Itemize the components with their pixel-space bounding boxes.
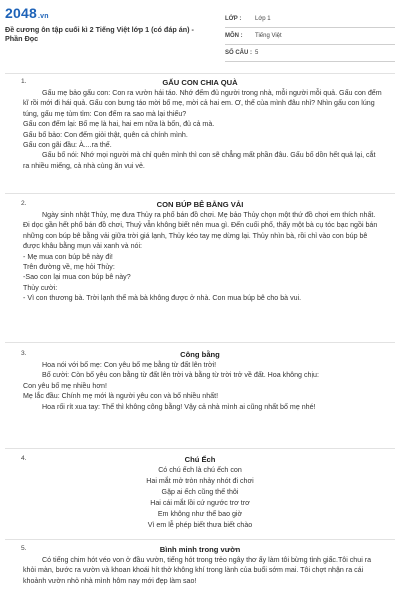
divider <box>5 193 395 194</box>
question-number: 1. <box>21 78 27 85</box>
document-title: Đề cương ôn tập cuối kì 2 Tiếng Việt lớp 1 (có đáp án) - Phần Đọc <box>5 25 194 43</box>
question-3 <box>0 350 400 412</box>
meta-row-subject <box>225 28 395 45</box>
paragraph: - Vì con thương bà. Trời lạnh thế mà bà không được ở nhà. Con mua búp bê cho bà vui. <box>23 294 302 303</box>
poem-line: Hai mắt mở tròn nhảy nhót đi chơi <box>146 477 254 485</box>
paragraph: Bố cười: Còn bố yêu con bằng từ đất lên trời và bằng từ trời trở về đất. Hoa không chịu: <box>42 371 319 380</box>
question-number: 5. <box>21 545 27 552</box>
meta-value: 5 <box>255 50 259 56</box>
poem-line: Có chú ếch là chú ếch con <box>158 466 242 474</box>
paragraph: Gấu bố nói: Nhớ mọi người mà chỉ quên mình thì con sẽ chẳng mất phần đâu. Gấu bố dồn hết quả lại, cắt ra nhiều miếng, cả nhà cùng ăn vui vẻ. <box>23 151 376 170</box>
paragraph: Mẹ lắc đầu: Chính mẹ mới là người yêu con và bố nhiều nhất! <box>23 392 219 401</box>
question-5 <box>0 545 400 586</box>
paragraph: Con yêu bố mẹ nhiều hơn! <box>23 381 107 390</box>
meta-table <box>225 11 395 62</box>
site-logo[interactable] <box>5 5 49 21</box>
meta-row-grade <box>225 11 395 28</box>
paragraph: Thủy cười: <box>23 283 58 292</box>
question-title: GẤU CON CHIA QUÀ <box>162 78 238 87</box>
paragraph: Trên đường về, mẹ hỏi Thủy: <box>23 263 115 272</box>
question-number: 3. <box>21 350 27 357</box>
question-2 <box>0 200 400 304</box>
poem <box>0 465 400 531</box>
divider <box>5 448 395 449</box>
meta-value: Lớp 1 <box>255 16 271 22</box>
divider <box>5 539 395 540</box>
poem-line: Gặp ai ếch cũng thế thôi <box>161 488 239 496</box>
brand-name: 2048 <box>5 5 37 21</box>
paragraph: - Mẹ mua con búp bê này đi! <box>23 252 113 261</box>
paragraph: Có tiếng chim hót véo von ở đầu vườn, tiếng hót trong trẻo ngây thơ ấy làm tôi bừng tỉnh giấc.Tôi chui ra khỏi màn, bước ra vườn và khoan khoái hít thở không khí trong lành của buổi sớm mai. Tôi chợt nhận ra cái khoảnh vườn nhỏ nhà mình hôm nay mới đẹp làm sao! <box>23 556 372 585</box>
question-body <box>23 210 383 304</box>
paragraph: Ngày sinh nhật Thủy, mẹ đưa Thủy ra phố bán đồ chơi. Mẹ bảo Thủy chọn một thứ đồ chơi em thích nhất. Đi dọc gần hết phố bán đồ chơi, Thuỷ vẫn không biết nên mua gì. Đến cuối phố, thấy một bà cụ tóc bạc ngồi bán những con búp bê bằng vải giữa trời giá lạnh, Thủy kéo tay mẹ dừng lại. Thủy nhìn bà, rồi chỉ vào con búp bê được khâu bằng mụn vải xanh và nói: <box>23 211 378 251</box>
question-4 <box>0 455 400 531</box>
meta-label: LỚP : <box>225 16 242 22</box>
brand-suffix: .vn <box>37 13 49 20</box>
meta-label: SỐ CÂU : <box>225 50 252 56</box>
question-number: 4. <box>21 455 27 462</box>
question-body <box>23 555 383 586</box>
paragraph: Gấu bố bảo: Con đếm giỏi thật, quên cả chính mình. <box>23 130 188 139</box>
paragraph: Gấu con đếm lại: Bố mẹ là hai, hai em nữa là bốn, đủ cả mà. <box>23 120 215 129</box>
question-1 <box>0 78 400 171</box>
question-title: Công bằng <box>180 350 220 359</box>
meta-row-count <box>225 45 395 62</box>
paragraph: Gấu con gãi đầu: À....ra thế. <box>23 141 112 150</box>
meta-value: Tiếng Việt <box>255 33 282 39</box>
poem-line: Em không như thế bao giờ <box>157 510 243 518</box>
divider <box>5 73 395 74</box>
question-title: CON BÚP BÊ BẰNG VẢI <box>156 200 244 209</box>
paragraph: Gấu mẹ bảo gấu con: Con ra vườn hái táo. Nhớ đếm đủ người trong nhà, mỗi người mỗi quả. Gấu con đếm kĩ rồi mới đi hái quả. Gấu con bưng táo mời bố mẹ, mời cả hai em. Ơ, thế của mình đâu nhỉ? Nhìn gấu con lúng túng, gấu mẹ tủm tỉm: Con đếm ra sao mà lại thiếu? <box>23 89 382 118</box>
poem-line: Hai cái mắt lồi cứ ngước trơ trơ <box>150 499 250 507</box>
paragraph: Hoa nói với bố mẹ: Con yêu bố mẹ bằng từ đất lên trời! <box>42 361 217 369</box>
question-body <box>23 88 383 171</box>
paragraph: -Sao con lại mua con búp bê này? <box>23 273 131 282</box>
paragraph: Hoa rối rít xua tay: Thế thì không công bằng! Vậy cả nhà mình ai cũng nhất bố mẹ nhé! <box>42 402 316 411</box>
question-number: 2. <box>21 200 27 207</box>
question-title: Chú Ếch <box>184 455 216 464</box>
poem-line: Vì em lễ phép biết thưa biết chào <box>147 521 253 529</box>
divider <box>5 342 395 343</box>
question-title: Bình minh trong vườn <box>159 545 241 554</box>
question-body <box>23 360 383 412</box>
meta-label: MÔN : <box>225 33 243 39</box>
